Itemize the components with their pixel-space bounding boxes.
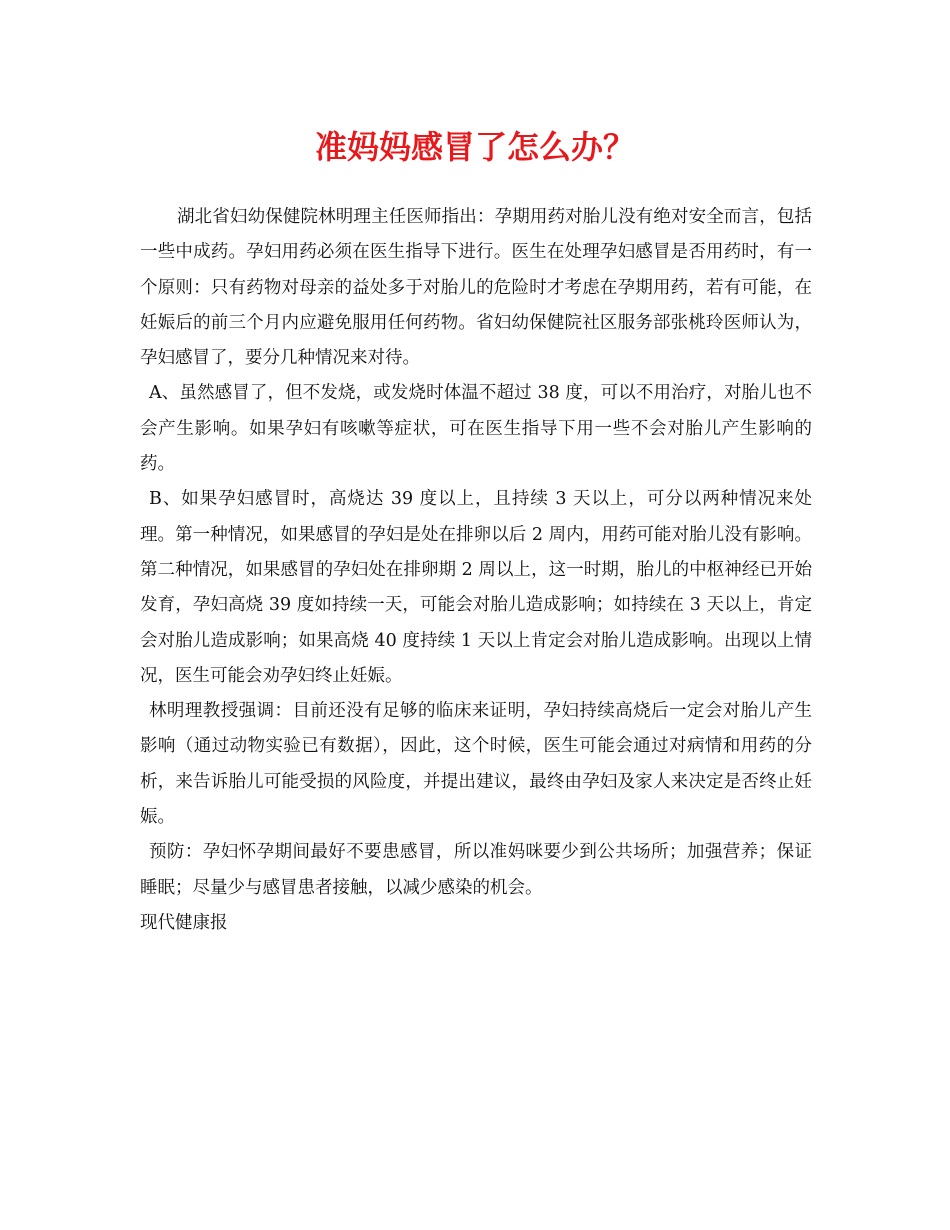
paragraph-case-b: B、如果孕妇感冒时，高烧达 39 度以上，且持续 3 天以上，可分以两种情况来处理。第一种情况，如果感冒的孕妇是处在排卵以后 2 周内，用药可能对胎儿没有影响。第二种情况，如果感冒的孕妇处在排卵期 2 周以上，这一时期，胎儿的中枢神经已开始发育，孕妇高烧 39 度如持续一天，可能会对胎儿造成影响；如持续在 3 天以上，肯定会对胎儿造成影响；如果高烧 40 度持续 1 天以上肯定会对胎儿造成影响。出现以上情况，医生可能会劝孕妇终止妊娠。 bbox=[140, 489, 812, 686]
paragraph-expert-note: 林明理教授强调：目前还没有足够的临床来证明，孕妇持续高烧后一定会对胎儿产生影响（通过动物实验已有数据），因此，这个时候，医生可能会通过对病情和用药的分析，来告诉胎儿可能受损的风险度，并提出建议，最终由孕妇及家人来决定是否终止妊娠。 bbox=[140, 701, 812, 828]
paragraph-prevention: 预防：孕妇怀孕期间最好不要患感冒，所以准妈咪要少到公共场所；加强营养；保证睡眠；尽量少与感冒患者接触，以减少感染的机会。 bbox=[140, 842, 812, 898]
paragraph-intro: 湖北省妇幼保健院林明理主任医师指出：孕期用药对胎儿没有绝对安全而言，包括一些中成药。孕妇用药必须在医生指导下进行。医生在处理孕妇感冒是否用药时，有一个原则：只有药物对母亲的益处多于对胎儿的危险时才考虑在孕期用药，若有可能，在妊娠后的前三个月内应避免服用任何药物。省妇幼保健院社区服务部张桃玲医师认为，孕妇感冒了，要分几种情况来对待。 bbox=[140, 207, 812, 369]
page-title: 准妈妈感冒了怎么办？ bbox=[314, 128, 635, 166]
paragraph-case-a: A、虽然感冒了，但不发烧，或发烧时体温不超过 38 度，可以不用治疗，对胎儿也不会产生影响。如果孕妇有咳嗽等症状，可在医生指导下用一些不会对胎儿产生影响的药。 bbox=[140, 383, 812, 475]
article-body bbox=[140, 200, 812, 941]
source-line: 现代健康报 bbox=[140, 912, 228, 933]
